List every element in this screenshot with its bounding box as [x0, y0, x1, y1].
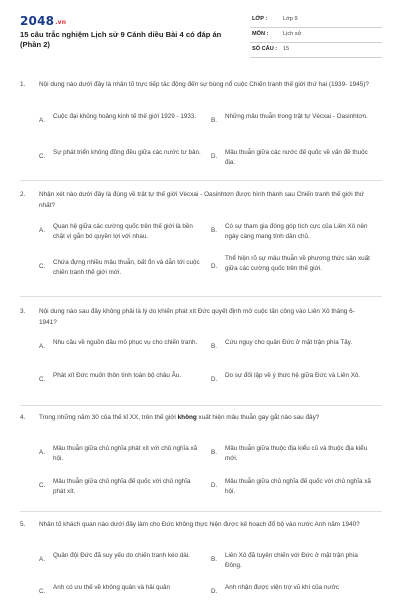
option-letter: A.	[39, 449, 45, 456]
option-text: Mâu thuẫn giữa các nước đế quốc về vấn đề thuộc địa.	[225, 149, 368, 166]
option-text: Cứu nguy cho quân Đức ở mặt trận phía Tây.	[225, 339, 353, 346]
option-text: Anh nhận được viện trợ vũ khí của nước	[225, 584, 339, 591]
option-text: Chứa đựng nhiều mâu thuẫn, bất ổn và dẫn tới cuộc chiến tranh thế giới mới.	[53, 259, 200, 276]
option-text: Liên Xô đã tuyên chiến với Đức ở mặt trận phía Đông.	[225, 552, 358, 569]
question-divider	[20, 511, 382, 512]
option-letter: A.	[39, 556, 45, 563]
option-text: Cuộc đại khủng hoảng kinh tế thế giới 1929 - 1933.	[53, 113, 197, 120]
question-body: Nhân tố khách quan nào dưới đây làm cho Đức không thực hiện được kế hoạch đổ bộ vào nước Anh năm 1940?	[39, 521, 360, 528]
meta-row-class	[250, 13, 382, 28]
meta-label: LỚP :	[252, 16, 268, 22]
option-letter: A.	[39, 117, 45, 124]
option-text: Do sự đối lập về ý thức hệ giữa Đức và Liên Xô.	[225, 372, 361, 379]
question-number: 2.	[20, 191, 26, 198]
meta-value: Lớp 9	[283, 16, 298, 22]
option-letter: A.	[39, 227, 45, 234]
question-divider	[20, 296, 382, 297]
option-letter: C.	[39, 263, 46, 270]
option-text: Nhu cầu về nguồn dầu mỏ phục vụ cho chiến tranh.	[53, 339, 198, 346]
question-number: 5.	[20, 521, 26, 528]
meta-row-subject	[250, 28, 382, 43]
option-text: Mâu thuẫn giữa chủ nghĩa đế quốc với chủ nghĩa phát xít.	[53, 478, 191, 495]
meta-label: SỐ CÂU :	[252, 46, 278, 52]
question-number: 3.	[20, 308, 26, 315]
question-body	[39, 413, 369, 424]
meta-label: MÔN :	[252, 31, 269, 37]
option-text: Mâu thuẫn giữa chủ nghĩa đế quốc với chủ nghĩa xã hội.	[225, 478, 371, 495]
option-letter: C.	[39, 588, 46, 595]
meta-value: 15	[283, 46, 290, 52]
question-number: 1.	[20, 81, 26, 88]
option-text: Những mâu thuẫn trong trật tự Vécxai - Oasinhtơn.	[225, 113, 368, 120]
option-letter: B.	[211, 343, 217, 350]
question-text-after: xuất hiện mâu thuẫn gay gắt nào sau đây?	[196, 414, 320, 421]
option-letter: A.	[39, 343, 45, 350]
option-text: Mâu thuẫn giữa thuộc địa kiểu cũ và thuộc địa kiểu mới.	[225, 445, 368, 462]
question-number: 4.	[20, 414, 26, 421]
option-letter: D.	[211, 153, 218, 160]
document-header	[0, 0, 400, 62]
meta-value: Lịch sử	[283, 31, 302, 37]
option-letter: D.	[211, 263, 218, 270]
option-text: Có sự tham gia đóng góp tích cực của Liên Xô nên ngày càng mang tính dân chủ.	[225, 223, 368, 240]
site-logo[interactable]	[20, 14, 66, 28]
option-letter: C.	[39, 153, 46, 160]
document-title: 15 câu trắc nghiệm Lịch sử 9 Cánh diều Bài 4 có đáp án (Phần 2)	[20, 30, 222, 49]
option-letter: D.	[211, 376, 218, 383]
question-body: Nội dung nào dưới đây là nhân tố trực tiếp tác động đến sự bùng nổ cuộc Chiến tranh thế giới thứ hai (1939- 1945)?	[39, 81, 369, 88]
option-text: Phát xít Đức muốn thôn tính toàn bộ châu Âu.	[53, 372, 182, 379]
logo-main: 2048	[20, 14, 55, 28]
option-letter: D.	[211, 482, 218, 489]
question-text-before: Trong những năm 30 của thế kỉ XX, trên thế giới	[39, 414, 178, 421]
option-letter: B.	[211, 227, 217, 234]
option-text: Thể hiện rõ sự mâu thuẫn về phương thức sản xuất giữa các cường quốc trên thế giới.	[225, 255, 370, 272]
option-text: Sự phát triển không đồng đều giữa các nước tư bản.	[53, 149, 201, 156]
option-text: Mâu thuẫn giữa chủ nghĩa phát xít với chủ nghĩa xã hội.	[53, 445, 198, 462]
option-letter: B.	[211, 449, 217, 456]
meta-row-count	[250, 43, 382, 58]
option-text: Anh có ưu thế về không quân và hải quân	[53, 584, 170, 591]
meta-table	[250, 13, 382, 58]
question-body: Nội dung nào sau đây không phải là lý do khiến phát xít Đức quyết định mở cuộc tấn công vào Liên Xô tháng 6-1941?	[39, 308, 355, 326]
question-text-emphasis: không	[177, 414, 197, 421]
question-divider	[20, 405, 382, 406]
option-letter: B.	[211, 556, 217, 563]
option-letter: D.	[211, 588, 218, 595]
option-text: Quan hệ giữa các cường quốc trên thế giới là bền chặt vì gắn bó quyền lợi với nhau.	[53, 223, 193, 240]
option-letter: C.	[39, 482, 46, 489]
question-divider	[20, 180, 382, 181]
question-body: Nhận xét nào dưới đây là đúng về trật tự thế giới Vécxai - Oasinhtơn được hình thành sau Chiến tranh thế giới thứ nhất?	[39, 191, 365, 209]
option-text: Quân đội Đức đã suy yếu do chiến tranh kéo dài.	[53, 552, 190, 559]
option-letter: B.	[211, 117, 217, 124]
logo-suffix: .vn	[55, 19, 67, 26]
option-letter: C.	[39, 376, 46, 383]
